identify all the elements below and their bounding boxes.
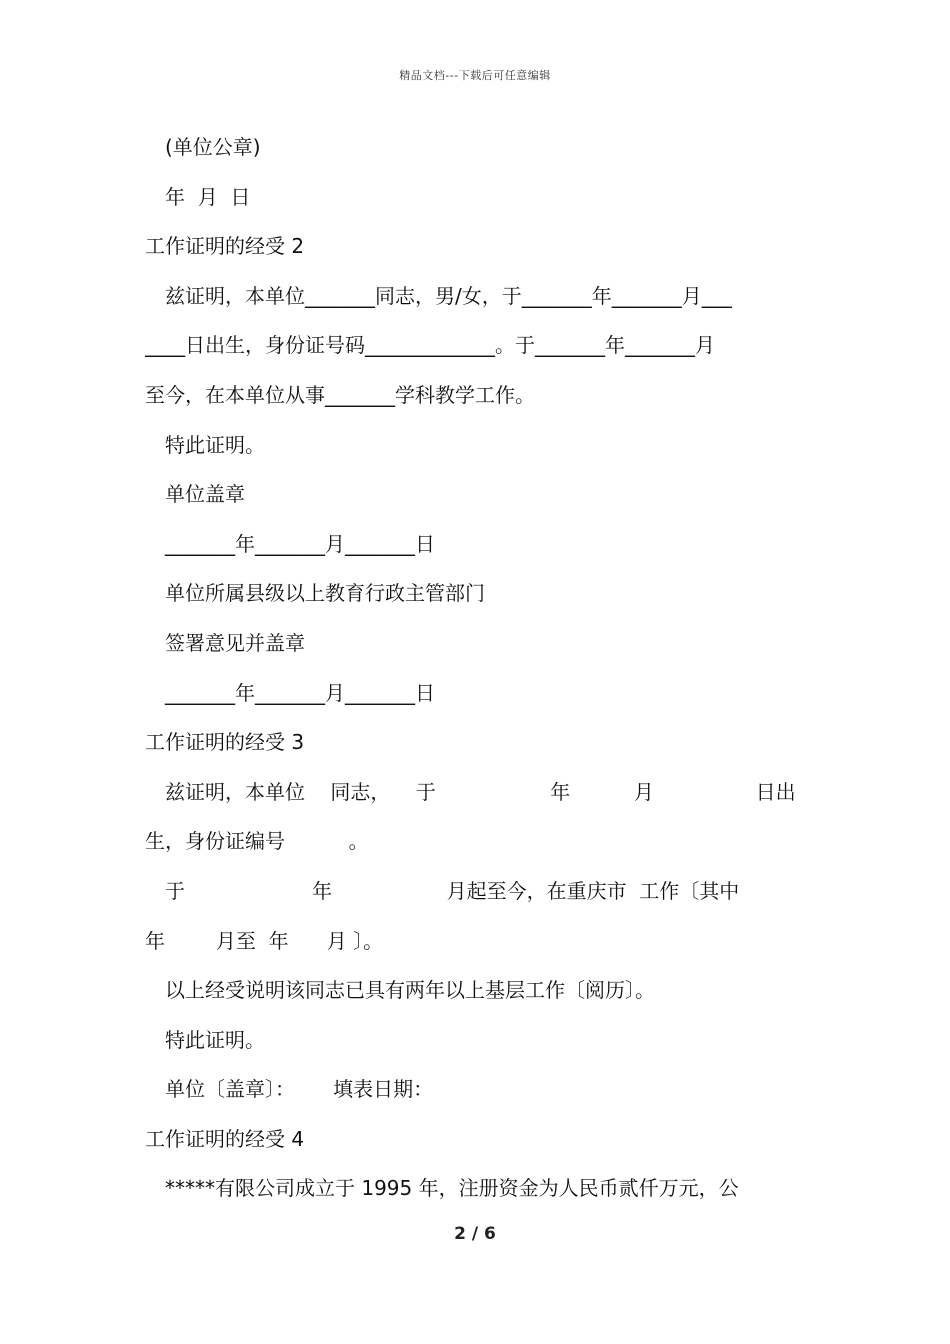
certify-line: 特此证明。 [165, 1027, 265, 1052]
certify-line: 特此证明。 [165, 432, 265, 457]
unit-stamp-line: 单位盖章 [165, 482, 245, 507]
page-indicator: 2 / 6 [454, 1224, 496, 1244]
paragraph-line: 以上经受说明该同志已具有两年以上基层工作〔阅历〕。 [165, 978, 655, 1003]
paragraph-line: 于 年 月起至今，在重庆市 工作〔其中 [165, 878, 740, 903]
date-line: 年 月 日 [165, 184, 251, 209]
paragraph-line: ____日出生，身份证号码_____________。于_______年_______月 [145, 333, 715, 358]
section-heading-3: 工作证明的经受 3 [145, 730, 305, 755]
unit-seal-line: (单位公章) [165, 135, 261, 159]
paragraph-line: 兹证明，本单位_______同志，男/女，于_______年_______月___ [165, 283, 732, 308]
document-body [145, 129, 805, 1220]
section-heading-4: 工作证明的经受 4 [145, 1126, 305, 1151]
unit-stamp-date-line: 单位〔盖章〕： 填表日期： [165, 1077, 434, 1102]
paragraph-line: 至今，在本单位从事_______学科教学工作。 [145, 382, 535, 407]
paragraph-line: 年 月至 年 月 〕。 [145, 928, 384, 953]
paragraph-line: 兹证明，本单位 同志， 于 年 月 日出 [165, 779, 796, 804]
paragraph-line: *****有限公司成立于 1995 年，注册资金为人民币贰仟万元，公 [165, 1176, 739, 1201]
section-heading-2: 工作证明的经受 2 [145, 234, 305, 259]
date-blank-line: _______年_______月_______日 [165, 680, 435, 705]
date-blank-line: _______年_______月_______日 [165, 531, 435, 556]
authority-line: 单位所属县级以上教育行政主管部门 [165, 581, 485, 606]
signature-line: 签署意见并盖章 [165, 630, 305, 655]
paragraph-line: 生，身份证编号 。 [145, 829, 369, 854]
page-header: 精品文档---下载后可任意编辑 [399, 69, 551, 82]
